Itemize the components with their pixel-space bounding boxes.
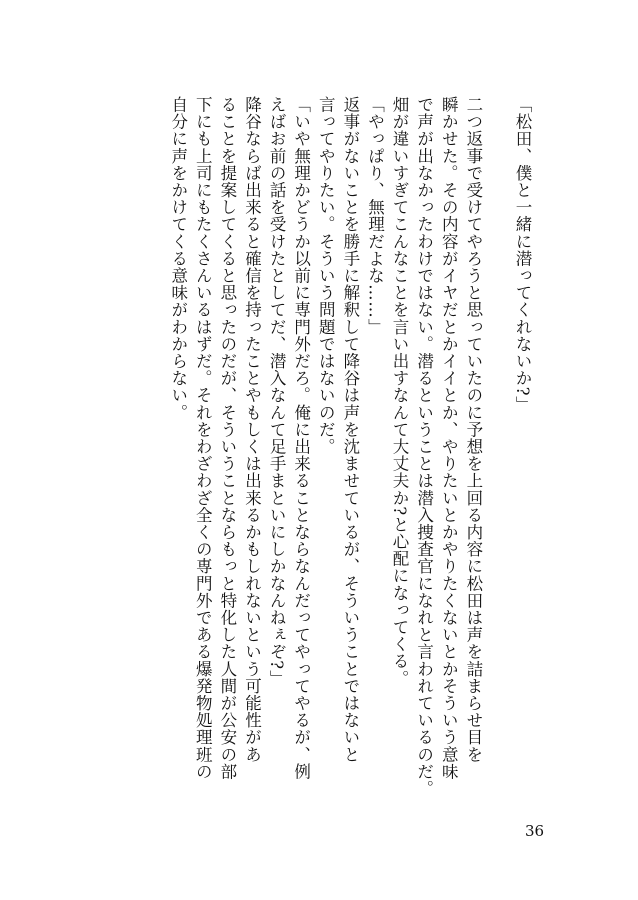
text-line: で声が出なかったわけではない。潜るということは潜入捜査官になれと言われているのだ。 bbox=[414, 96, 434, 798]
text-line: 二つ返事で受けてやろうと思っていたのに予想を上回る内容に松田は声を詰まらせ目を bbox=[463, 96, 483, 763]
text-line: 言ってやりたい。そういう問題ではないのだ。 bbox=[316, 96, 336, 456]
text-line: 「松田、僕と一緒に潜ってくれないか?」 bbox=[513, 96, 532, 414]
text-line: ることを提案してくると思ったのだが、そういうことならもっと特化した人間が公安の部 bbox=[217, 96, 237, 780]
text-line: 瞬かせた。その内容がイヤだとかイイとか、やりたいとかやりたくないとかそういう意味 bbox=[439, 96, 459, 780]
vertical-text-body bbox=[165, 96, 534, 798]
text-line: 下にも上司にもたくさんいるはずだ。それをわざわざ全くの専門外である爆発物処理班の bbox=[193, 96, 213, 780]
blank-line bbox=[485, 96, 510, 746]
text-line: 畑が違いすぎてこんなことを言い出すなんて大丈夫か?と心配になってくる。 bbox=[390, 96, 410, 687]
text-line: 降谷ならば出来ると確信を持ったことやもしくは出来るかもしれないという可能性があ bbox=[242, 96, 262, 763]
text-line: 自分に声をかけてくる意味がわからない。 bbox=[168, 96, 188, 421]
text-line: 「いや無理かどうか以前に専門外だろ。俺に出来ることならなんだってやってやるが、例 bbox=[291, 96, 311, 780]
text-line: えばお前の話を受けたとしてだ、潜入なんて足手まといにしかなんねぇぞ?」 bbox=[267, 96, 287, 687]
page-number: 36 bbox=[525, 822, 545, 840]
text-line: 返事がないことを勝手に解釈して降谷は声を沈ませているが、そういうことではないと bbox=[340, 96, 360, 763]
text-line: 「やっぱり、無理だよな……」 bbox=[365, 96, 385, 336]
